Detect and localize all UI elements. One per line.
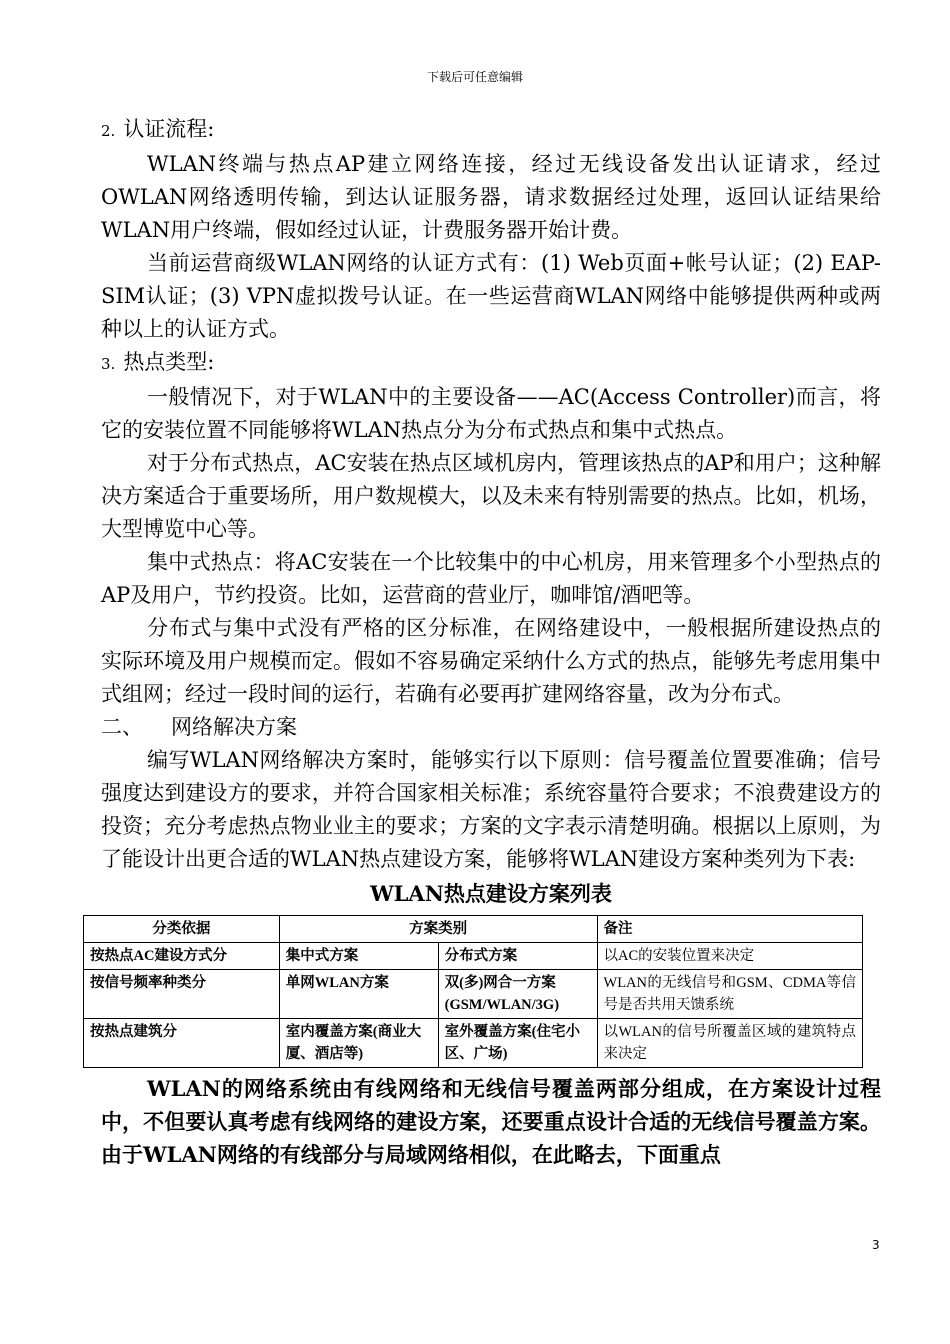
paragraph: WLAN的网络系统由有线网络和无线信号覆盖两部分组成，在方案设计过程中，不但要认真考虑有线网络的建设方案，还要重点设计合适的无线信号覆盖方案。由于WLAN网络的有线部分与局域网络相似，在此略去，下面重点 [101,1076,881,1167]
table-cell: 以WLAN的信号所覆盖区域的建筑特点来决定 [597,1019,862,1068]
table-cell: 分布式方案 [438,943,597,970]
paragraph: WLAN终端与热点AP建立网络连接，经过无线设备发出认证请求，经过OWLAN网络透明传输，到达认证服务器，请求数据经过处理，返回认证结果给WLAN用户终端，假如经过认证，计费服务器开始计费。 [101,152,881,242]
table-cell: 单网WLAN方案 [279,970,438,1019]
table-cell: 双(多)网合一方案 (GSM/WLAN/3G) [438,970,597,1019]
table-cell: 以AC的安装位置来决定 [597,943,862,970]
table-cell: WLAN的无线信号和GSM、CDMA等信号是否共用天馈系统 [597,970,862,1019]
paragraph: 当前运营商级WLAN网络的认证方式有：(1) Web页面+帐号认证；(2) EAP-SIM认证；(3) VPN虚拟拨号认证。在一些运营商WLAN网络中能够提供两种或两种以上的认证方式。 [101,251,881,341]
section-number: 3. [101,355,116,373]
table-cell: 集中式方案 [279,943,438,970]
document-body [90,113,881,1171]
table-cell: 按热点AC建设方式分 [84,943,280,970]
table-title: WLAN热点建设方案列表 [370,881,612,906]
paragraph: 一般情况下，对于WLAN中的主要设备——AC(Access Controller)而言，将它的安装位置不同能够将WLAN热点分为分布式热点和集中式热点。 [101,385,881,442]
section-number: 2. [101,122,116,140]
table-cell: 室内覆盖方案(商业大厦、酒店等) [279,1019,438,1068]
table-cell: 按热点建筑分 [84,1019,280,1068]
scheme-table [83,915,863,1068]
section-heading-3 [101,346,881,381]
table-cell: 按信号频率种类分 [84,970,280,1019]
page-header: 下载后可任意编辑 [426,70,523,84]
table-header: 备注 [597,916,862,943]
table-row [84,943,863,970]
part-heading [101,711,881,744]
section-heading-2 [101,113,881,148]
paragraph: 分布式与集中式没有严格的区分标准，在网络建设中，一般根据所建设热点的实际环境及用户规模而定。假如不容易确定采纳什么方式的热点，能够先考虑用集中式组网；经过一段时间的运行，若确有必要再扩建网络容量，改为分布式。 [101,616,881,706]
section-title: 认证流程: [123,117,215,141]
paragraph: 编写WLAN网络解决方案时，能够实行以下原则：信号覆盖位置要准确；信号强度达到建设方的要求，并符合国家相关标准；系统容量符合要求；不浪费建设方的投资；充分考虑热点物业业主的要求；方案的文字表示清楚明确。根据以上原则，为了能设计出更合适的WLAN热点建设方案，能够将WLAN建设方案种类列为下表: [101,748,881,871]
section-title: 热点类型: [123,350,215,374]
table-row [84,970,863,1019]
page-number: 3 [872,1238,880,1252]
part-number: 二、 [101,715,143,739]
part-title: 网络解决方案 [171,715,297,739]
table-cell: 室外覆盖方案(住宅小区、广场) [438,1019,597,1068]
table-header-row [84,916,863,943]
paragraph: 集中式热点：将AC安装在一个比较集中的中心机房，用来管理多个小型热点的AP及用户，节约投资。比如，运营商的营业厅，咖啡馆/酒吧等。 [101,550,881,607]
table-row [84,1019,863,1068]
table-header: 分类依据 [84,916,280,943]
paragraph: 对于分布式热点，AC安装在热点区域机房内，管理该热点的AP和用户；这种解决方案适合于重要场所，用户数规模大，以及未来有特别需要的热点。比如，机场，大型博览中心等。 [101,451,881,541]
table-header: 方案类别 [279,916,597,943]
